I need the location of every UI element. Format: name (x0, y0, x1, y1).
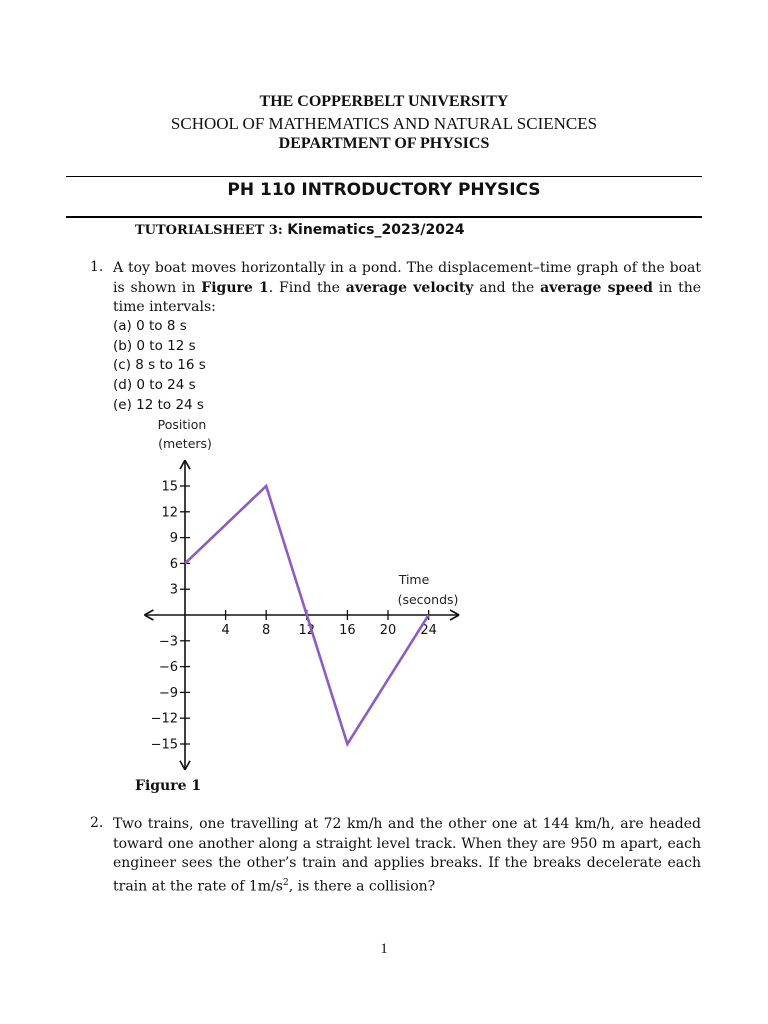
x-tick-label: 16 (339, 623, 356, 638)
bottom-rule (66, 216, 702, 218)
y-tick-label: 12 (161, 505, 178, 521)
position-series-line (185, 486, 429, 744)
y-axis-arrow-up (180, 460, 190, 469)
tutorial-sheet-title (135, 222, 465, 239)
q1-text-b: . Find the (268, 279, 346, 296)
y-axis-arrow-down (180, 761, 190, 770)
y-tick-label: −9 (158, 685, 178, 701)
q1-average-speed: average speed (540, 279, 653, 296)
q1-figure-ref: Figure 1 (201, 279, 269, 296)
question-2-number: 2. (90, 815, 104, 831)
q1-average-velocity: average velocity (345, 279, 474, 296)
page-number: 1 (380, 941, 388, 957)
course-title: PH 110 INTRODUCTORY PHYSICS (227, 180, 541, 200)
x-axis-label: Time (398, 572, 430, 587)
y-tick-label: 15 (161, 479, 178, 495)
x-axis-arrow-left (144, 610, 153, 620)
question-1-parts (113, 317, 206, 416)
q2-superscript: 2 (282, 877, 289, 888)
part-d: (d) 0 to 24 s (113, 377, 196, 394)
y-tick-label: −6 (158, 660, 178, 676)
sheet-topic: Kinematics_2023/2024 (287, 222, 465, 238)
q1-text-c: and the (473, 279, 541, 296)
part-b: (b) 0 to 12 s (113, 337, 196, 354)
y-axis-label: Position (157, 417, 207, 432)
x-tick-label: 24 (420, 623, 437, 638)
school-name: SCHOOL OF MATHEMATICS AND NATURAL SCIENCES (170, 114, 598, 133)
y-axis-unit: (meters) (158, 436, 212, 451)
y-tick-label: −12 (150, 711, 178, 727)
q2-text-b: , is there a collision? (288, 878, 436, 895)
y-tick-label: 6 (169, 556, 178, 572)
part-c: (c) 8 s to 16 s (113, 357, 206, 374)
question-1-number: 1. (90, 259, 104, 275)
x-axis-arrow-right (450, 610, 459, 620)
y-tick-label: 9 (169, 531, 178, 547)
y-tick-label: −3 (158, 634, 178, 650)
part-a: (a) 0 to 8 s (113, 318, 187, 334)
q2-text-a: Two trains, one travelling at 72 km/h and the other one at 144 km/h, are headed toward one another along a straight level track. When they are 950 m apart, each engineer sees the other’s train and applies breaks. If the breaks decelerate each train at the rate of 1m/s (113, 816, 701, 895)
q1-text-a: A toy boat moves horizontally in a pond. The displacement–time graph of the boat is shown in (113, 260, 701, 296)
figure-caption: Figure 1 (135, 778, 202, 794)
y-tick-label: 3 (169, 582, 178, 598)
x-tick-label: 20 (379, 623, 397, 638)
university-name: THE COPPERBELT UNIVERSITY (259, 93, 509, 110)
x-tick-label: 12 (298, 623, 316, 638)
question-1-text (113, 259, 701, 318)
x-tick-label: 8 (262, 623, 271, 638)
x-axis-unit: (seconds) (397, 592, 459, 607)
y-tick-label: −15 (150, 737, 178, 753)
department-name: DEPARTMENT OF PHYSICS (278, 135, 490, 152)
question-2-text (113, 815, 701, 897)
part-e: (e) 12 to 24 s (113, 396, 204, 413)
x-tick-label: 4 (221, 623, 230, 638)
sheet-prefix: TUTORIALSHEET 3: (135, 223, 288, 238)
q1-text-d: in the time intervals: (113, 279, 702, 315)
top-rule (66, 176, 702, 177)
